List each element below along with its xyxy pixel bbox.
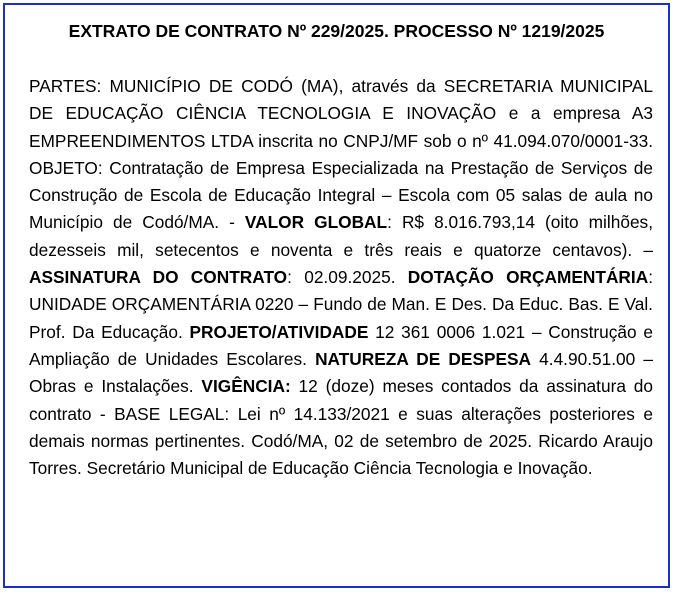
label-projeto-atividade: PROJETO/ATIVIDADE	[189, 321, 369, 342]
body-text-segment: 12 (doze) meses contados da assinatura do contrato - BASE LEGAL: Lei nº 14.133/2021 e suas alterações posteriores e demais normas pertinentes. Codó/MA, 02 de setembro de 2025. Ricardo Araujo Torres. Secretário Municipal de Educação Ciência Tecnologia e Inovação.	[29, 376, 654, 479]
label-dotacao-orcamentaria: DOTAÇÃO ORÇAMENTÁRIA	[407, 267, 649, 288]
document-title: EXTRATO DE CONTRATO Nº 229/2025. PROCESSO Nº 1219/2025	[68, 21, 605, 41]
body-text-segment: : 02.09.2025.	[287, 267, 408, 288]
label-assinatura-do-contrato: ASSINATURA DO CONTRATO	[29, 267, 288, 288]
contract-body-text	[29, 73, 653, 482]
body-text-segment: 4.4.90.51.00 – Obras e Instalações.	[29, 348, 653, 397]
body-text-segment: PARTES: MUNICÍPIO DE CODÓ (MA), através da SECRETARIA MUNICIPAL DE EDUCAÇÃO CIÊNCIA TECNOLOGIA E INOVAÇÃO e a empresa A3 EMPREENDIMENTOS LTDA inscrita no CNPJ/MF sob o nº 41.094.070/0001-33. OBJETO: Contratação de Empresa Especializada na Prestação de Serviços de Construção de Escola de Educação Integral – Escola com 05 salas de aula no Município de Codó/MA. -	[29, 76, 653, 233]
body-text-segment: : R$ 8.016.793,14 (oito milhões, dezesseis mil, setecentos e noventa e três reais e quatorze centavos). –	[29, 212, 653, 260]
body-text-segment: : UNIDADE ORÇAMENTÁRIA 0220 – Fundo de Man. E Des. Da Educ. Bas. E Val. Prof. Da Educação.	[29, 267, 653, 342]
label-valor-global: VALOR GLOBAL	[244, 212, 388, 233]
label-vigencia: VIGÊNCIA:	[201, 376, 291, 397]
contract-extract-box	[3, 3, 670, 588]
label-natureza-de-despesa: NATUREZA DE DESPESA	[315, 348, 532, 369]
body-text-segment: 12 361 0006 1.021 – Construção e Ampliação de Unidades Escolares.	[29, 321, 653, 369]
